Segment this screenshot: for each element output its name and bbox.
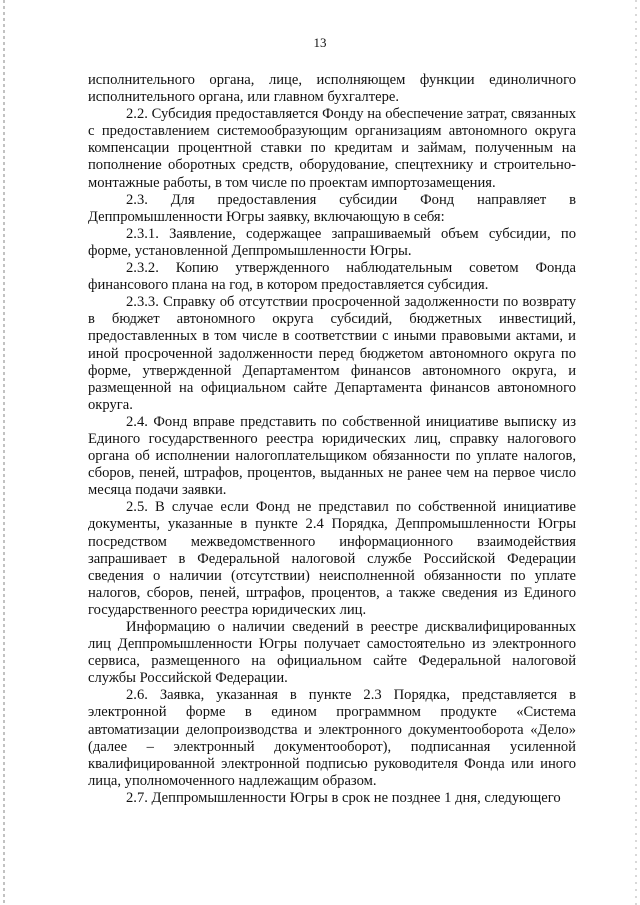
scan-edge-right (635, 0, 637, 905)
scan-edge-left (3, 0, 5, 905)
document-body (88, 72, 576, 807)
paragraph-2-3-3: 2.3.3. Справку об отсутствии просроченной задолженности по возврату в бюджет автономного округа субсидий, бюджетных инвестиций, предоставленных в том числе в соответствии с иными правовыми актами, и иной просроченной задолженности перед бюджетом автономного округа по форме, утвержденной Департаментом финансов автономного округа, и размещенной на официальном сайте Департамента финансов автономного округа. (88, 294, 576, 413)
paragraph-2-3-1: 2.3.1. Заявление, содержащее запрашиваемый объем субсидии, по форме, установленной Деппромышленности Югры. (88, 225, 576, 259)
paragraph-2-3: 2.3. Для предоставления субсидии Фонд направляет в Деппромышленности Югры заявку, включающую в себя: (88, 191, 576, 225)
paragraph-2-3-2: 2.3.2. Копию утвержденного наблюдательным советом Фонда финансового плана на год, в котором предоставляется субсидия. (88, 260, 576, 294)
page-number: 13 (313, 35, 327, 50)
paragraph-2-2: 2.2. Субсидия предоставляется Фонду на обеспечение затрат, связанных с предоставлением системообразующим организациям автономного округа компенсации процентной ставки по кредитам и займам, полученным на пополнение оборотных средств, оборудование, спецтехнику и строительно-монтажные работы, в том числе по проектам импортозамещения. (88, 106, 576, 191)
paragraph-2-7: 2.7. Деппромышленности Югры в срок не позднее 1 дня, следующего (126, 789, 561, 806)
paragraph-disqualified-registry: Информацию о наличии сведений в реестре дисквалифицированных лиц Деппромышленности Югры получает самостоятельно из электронного сервиса, размещенного на официальном сайте Федеральной налоговой службы Российской Федерации. (88, 619, 576, 687)
paragraph-2-4: 2.4. Фонд вправе представить по собственной инициативе выписку из Единого государственного реестра юридических лиц, справку налогового органа об исполнении налогоплательщиком обязанности по уплате налогов, сборов, пеней, штрафов, процентов, выданных не ранее чем на первое число месяца подачи заявки. (88, 413, 576, 499)
paragraph-continuation: исполнительного органа, лице, исполняющем функции единоличного исполнительного органа, или главном бухгалтере. (88, 72, 576, 106)
paragraph-2-5: 2.5. В случае если Фонд не представил по собственной инициативе документы, указанные в пункте 2.4 Порядка, Деппромышленности Югры посредством межведомственного информационного взаимодействия запрашивает в Федеральной налоговой службе Российской Федерации сведения о наличии (отсутствии) неисполненной обязанности по уплате налогов, сборов, пеней, штрафов, процентов, а также сведения из Единого государственного реестра юридических лиц. (88, 499, 576, 618)
paragraph-2-6: 2.6. Заявка, указанная в пункте 2.3 Порядка, представляется в электронной форме в едином программном продукте «Система автоматизации делопроизводства и электронного документооборота «Дело» (далее – электронный документооборот), подписанная усиленной квалифицированной электронной подписью руководителя Фонда или иного лица, уполномоченного надлежащим образом. (88, 687, 576, 789)
